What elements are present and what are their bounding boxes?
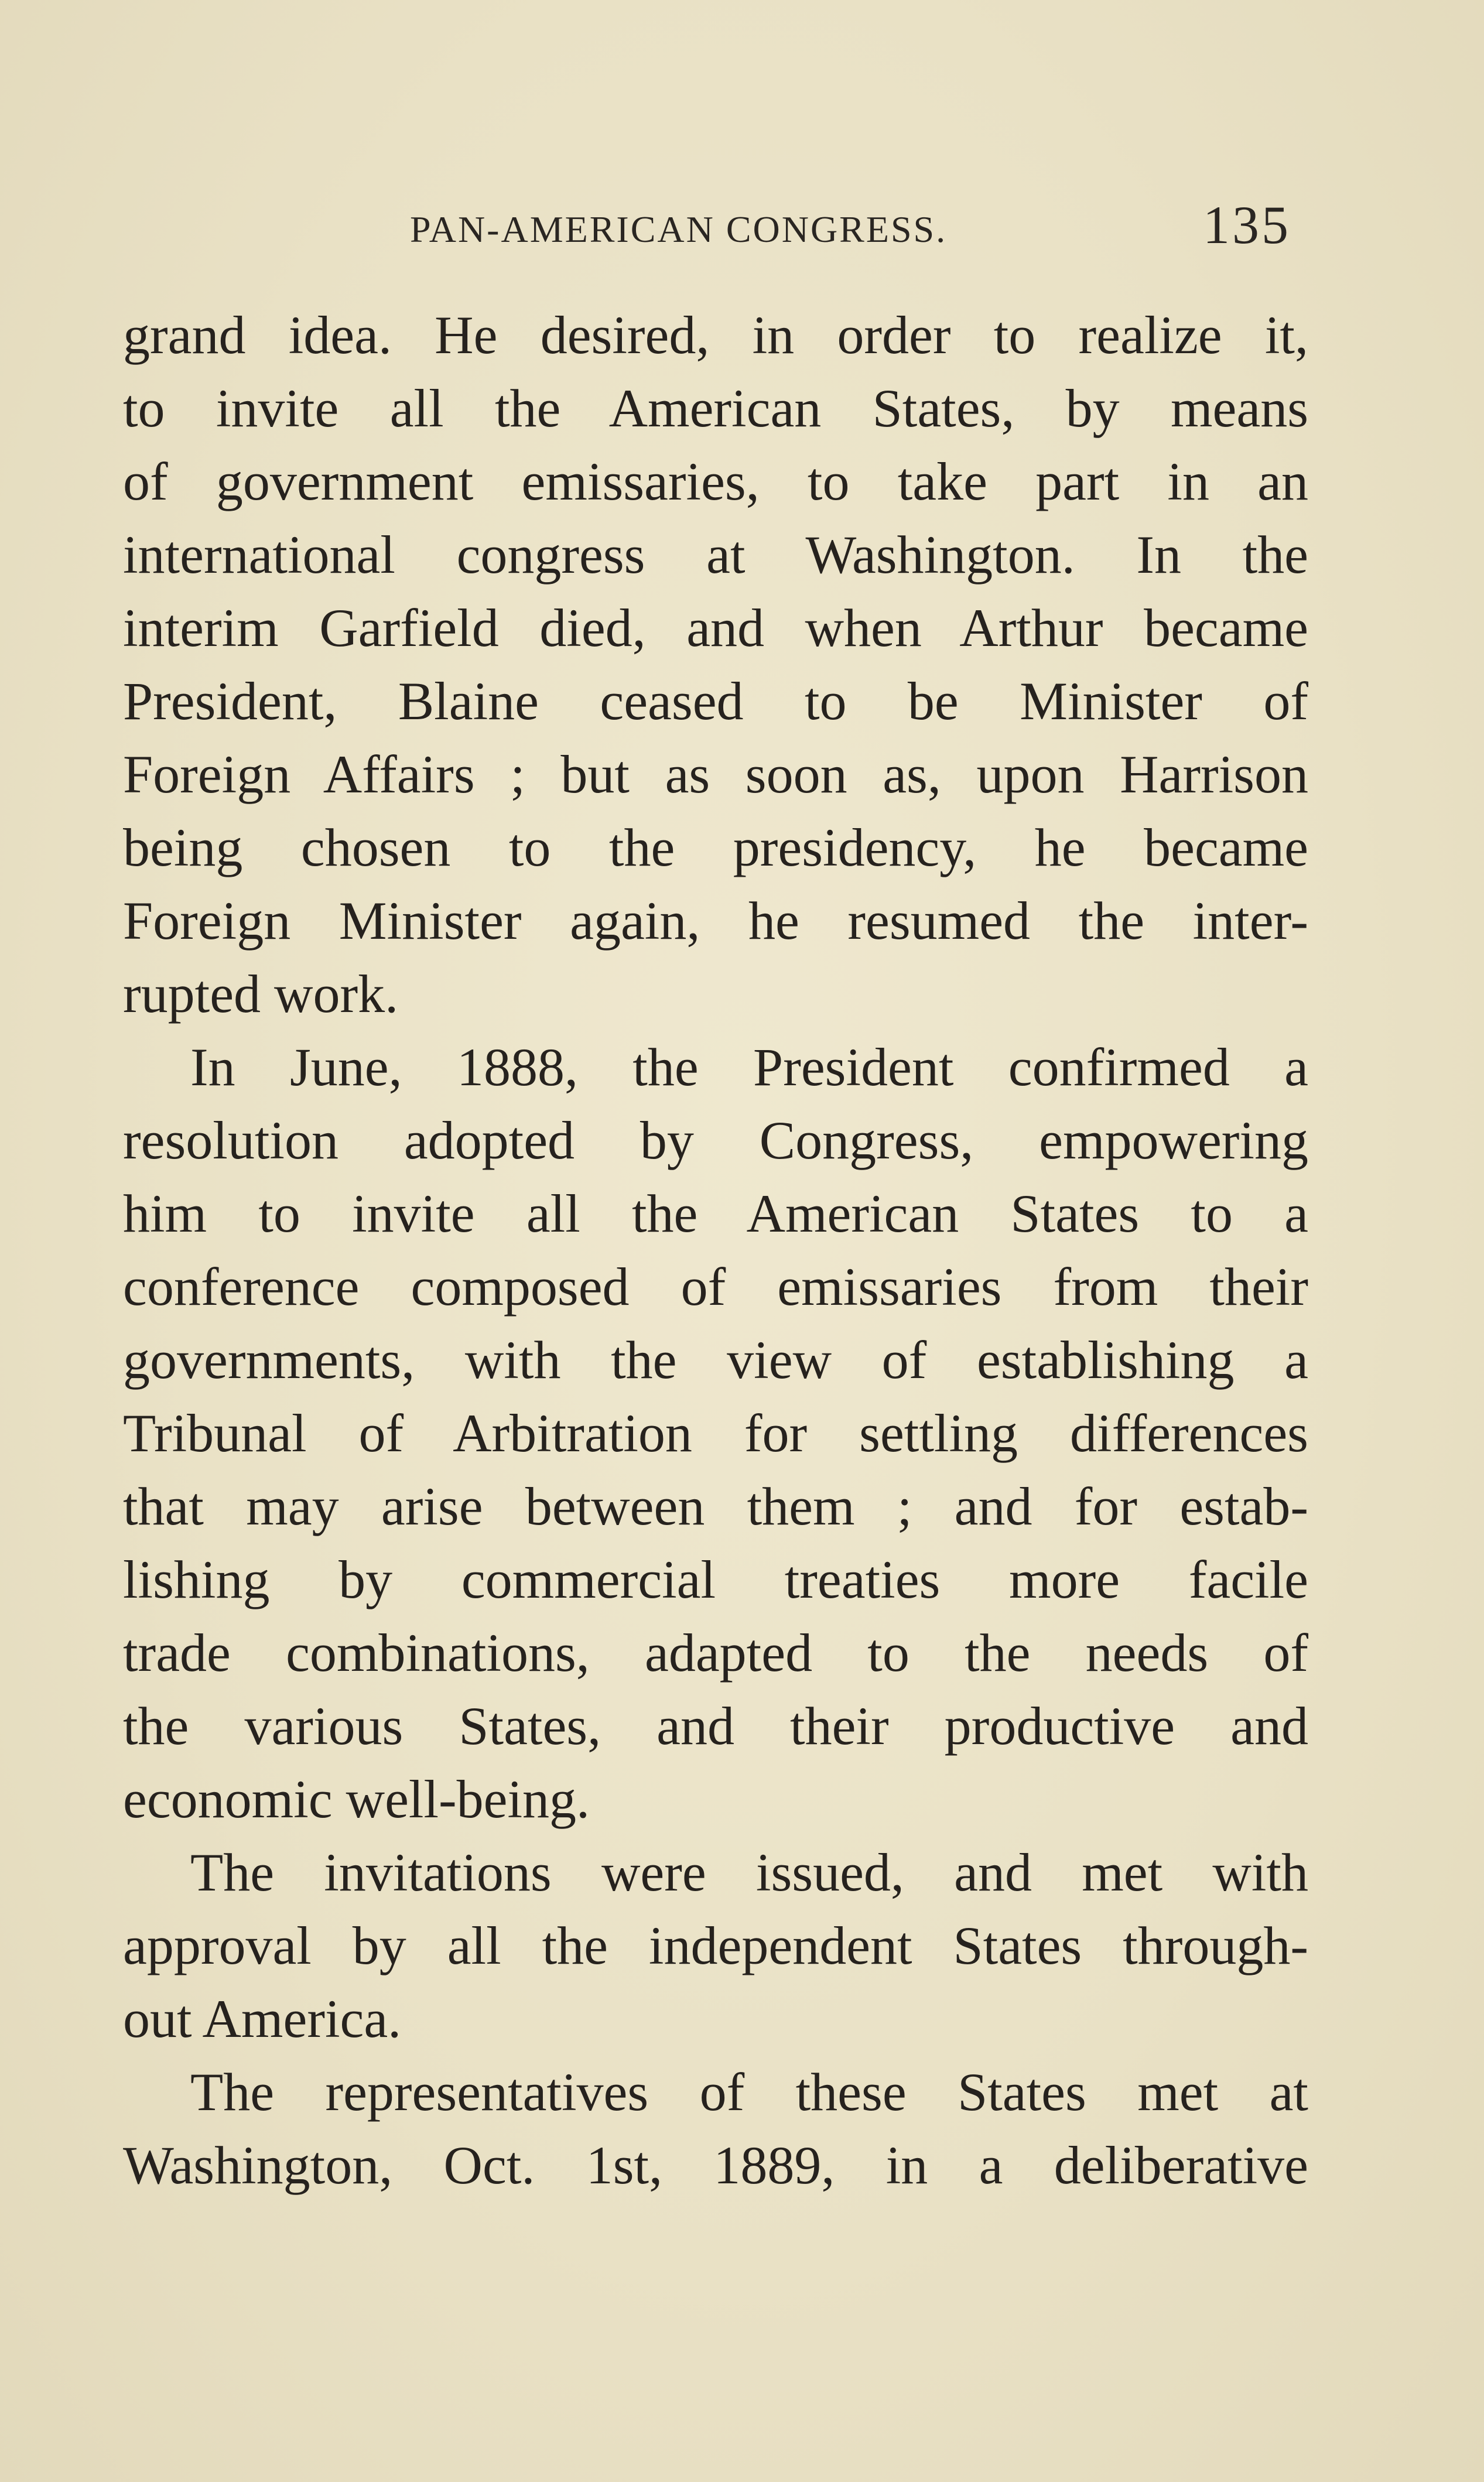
text-line: trade combinations, adapted to the needs of bbox=[123, 1623, 1308, 1683]
text-line: out America. bbox=[123, 1989, 402, 2049]
body-text bbox=[123, 299, 1308, 2202]
text-line: approval by all the independent States through- bbox=[123, 1916, 1308, 1975]
text-line: being chosen to the presidency, he became bbox=[123, 818, 1308, 877]
text-line: In June, 1888, the President confirmed a bbox=[190, 1037, 1308, 1097]
text-line: economic well-being. bbox=[123, 1769, 590, 1829]
page-number: 135 bbox=[1203, 195, 1291, 255]
text-line: Foreign Affairs ; but as soon as, upon Harrison bbox=[123, 744, 1308, 804]
text-line: conference composed of emissaries from their bbox=[123, 1257, 1308, 1317]
running-head: PAN-AMERICAN CONGRESS. bbox=[410, 208, 948, 250]
text-line: President, Blaine ceased to be Minister of bbox=[123, 671, 1308, 731]
text-line: to invite all the American States, by means bbox=[123, 378, 1308, 438]
text-line: the various States, and their productive and bbox=[123, 1696, 1308, 1756]
text-line: rupted work. bbox=[123, 964, 399, 1024]
page-header bbox=[117, 190, 1308, 272]
text-line: lishing by commercial treaties more facile bbox=[123, 1550, 1308, 1609]
text-line: him to invite all the American States to a bbox=[123, 1184, 1308, 1243]
text-line: interim Garfield died, and when Arthur became bbox=[123, 598, 1308, 658]
text-line: Washington, Oct. 1st, 1889, in a deliberative bbox=[123, 2135, 1308, 2195]
text-line: international congress at Washington. In the bbox=[123, 525, 1308, 584]
text-line: of government emissaries, to take part in an bbox=[123, 452, 1308, 511]
text-line: grand idea. He desired, in order to realize it, bbox=[123, 305, 1308, 365]
text-line: Foreign Minister again, he resumed the inter- bbox=[123, 891, 1308, 951]
text-line: Tribunal of Arbitration for settling differences bbox=[123, 1403, 1308, 1463]
text-line: that may arise between them ; and for estab- bbox=[123, 1476, 1308, 1536]
text-line: The invitations were issued, and met with bbox=[190, 1842, 1308, 1902]
text-line: governments, with the view of establishing a bbox=[123, 1330, 1308, 1390]
text-line: The representatives of these States met at bbox=[190, 2062, 1308, 2122]
text-line: resolution adopted by Congress, empowering bbox=[123, 1110, 1308, 1170]
